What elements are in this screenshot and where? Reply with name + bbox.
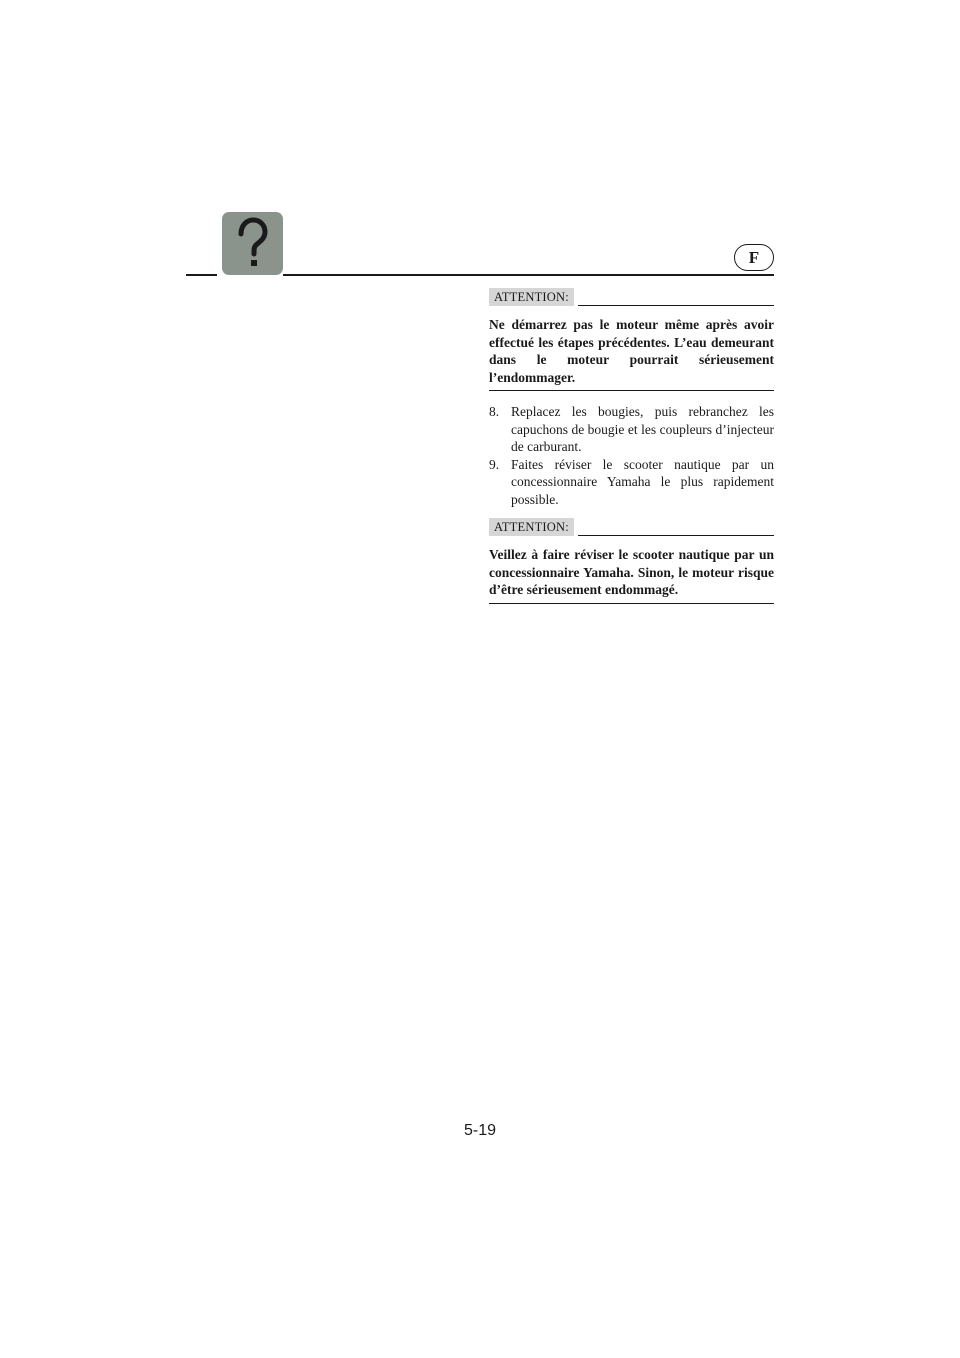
step-number: 8.	[489, 404, 500, 419]
page-content	[489, 284, 774, 604]
step-number: 9.	[489, 456, 500, 472]
list-item	[489, 456, 774, 509]
page-number: 5-19	[463, 1122, 497, 1139]
attention-header	[489, 284, 774, 310]
attention-text: Ne démarrez pas le moteur même après avoir effectué les étapes précédentes. L’eau demeurant dans le moteur pourrait sérieusement l’endommager.	[489, 316, 774, 391]
attention-label: ATTENTION:	[489, 518, 574, 536]
step-text: Faites réviser le scooter nautique par un concessionnaire Yamaha le plus rapidement possible.	[511, 456, 774, 507]
attention-rule	[578, 305, 774, 306]
help-icon-box	[217, 212, 283, 277]
question-mark-icon	[222, 212, 283, 275]
step-text: Replacez les bougies, puis rebranchez les capuchons de bougie et les coupleurs d’injecteur de carburant.	[511, 404, 774, 454]
attention-rule	[578, 535, 774, 536]
steps-list	[489, 403, 774, 508]
list-item	[489, 403, 774, 456]
attention-header	[489, 514, 774, 540]
attention-label: ATTENTION:	[489, 288, 574, 306]
attention-text: Veillez à faire réviser le scooter nautique par un concessionnaire Yamaha. Sinon, le moteur risque d’être sérieusement endommagé.	[489, 546, 774, 604]
language-badge: F	[734, 244, 774, 271]
